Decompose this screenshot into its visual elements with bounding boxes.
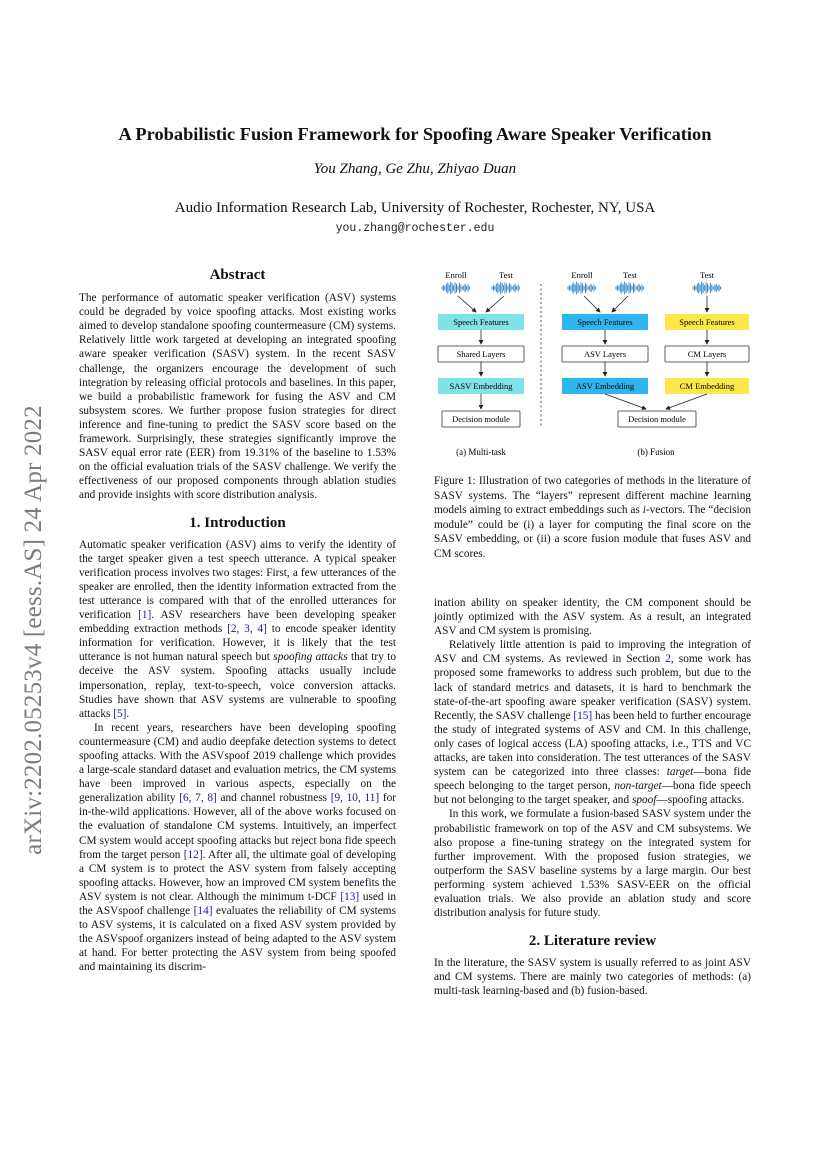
waveform-icon xyxy=(442,282,470,295)
literature-paragraph-1: In the literature, the SASV system is usually referred to as joint ASV and CM systems. There are mainly two categories of methods: (a) multi-task learning-based and (b) fusion-based. xyxy=(434,957,751,998)
paper-email: you.zhang@rochester.edu xyxy=(335,222,495,235)
waveform-icon xyxy=(492,282,520,295)
intro-paragraph-1: Automatic speaker verification (ASV) aims to verify the identity of the target speaker given a test speech utterance. A typical speaker verification process involves two stages: First, a few utterances of the speaker are enrolled, then the identity information extracted from the test utterance is compared with that of the enrolled utterances for verification [1]. ASV researchers have been developing speaker embedding extraction methods [2, 3, 4] to encode speaker identity information for verification. However, it is likely that the test utterance is not human natural speech but spoofing attacks that try to deceive the ASV system. Spoofing attacks usually include impersonation, replay, text-to-speech, voice conversion attacks. Studies have shown that ASV systems are vulnerable to spoofing attacks [5]. xyxy=(79,538,397,720)
right-column xyxy=(434,596,751,999)
paper-title: A Probabilistic Fusion Framework for Spoofing Aware Speaker Verification xyxy=(118,124,712,144)
literature-heading: 2. Literature review xyxy=(528,933,657,950)
label-enroll-a: Enroll xyxy=(445,270,467,280)
figure-1 xyxy=(434,266,760,466)
caption-a: (a) Multi-task xyxy=(456,447,506,457)
text-asv-embedding: ASV Embedding xyxy=(575,381,635,391)
arxiv-sidebar xyxy=(14,350,54,910)
figure-1-diagram xyxy=(434,266,760,466)
text-speech-features-a: Speech Features xyxy=(453,317,509,327)
waveform-icon xyxy=(568,282,596,295)
left-column xyxy=(79,268,396,975)
text-cm-embedding: CM Embedding xyxy=(679,381,735,391)
text-decision-module-a: Decision module xyxy=(452,414,510,424)
text-shared-layers: Shared Layers xyxy=(456,349,506,359)
arxiv-id: arXiv:2202.05253v4 [eess.AS] 24 Apr 2022 xyxy=(20,405,47,855)
introduction-heading: 1. Introduction xyxy=(189,514,286,531)
text-decision-module-b: Decision module xyxy=(628,414,686,424)
figure-1-caption: Figure 1: Illustration of two categories of methods in the literature of SASV systems. The “layers” represent different machine learning models aiming to extract embeddings such as i-vectors. The “decision module” could be (i) a layer for computing the final score on the SASV embedding, or (ii) a score fusion module that fuses ASV and CM scores. xyxy=(434,475,751,560)
paper-affiliation: Audio Information Research Lab, University of Rochester, Rochester, NY, USA xyxy=(174,200,656,216)
label-test-c: Test xyxy=(699,270,715,280)
paper-authors: You Zhang, Ge Zhu, Zhiyao Duan xyxy=(313,161,517,177)
text-sasv-embedding: SASV Embedding xyxy=(449,381,513,391)
caption-b: (b) Fusion xyxy=(637,447,675,457)
abstract-heading: Abstract xyxy=(209,267,266,283)
text-speech-features-c: Speech Features xyxy=(679,317,735,327)
abstract-text: The performance of automatic speaker verification (ASV) systems could be degraded by voice spoofing attacks. Most existing works aimed to develop standalone spoofing countermeasure (CM) systems. Relatively little work targeted at developing an integrated spoofing aware speaker verification (SASV) system. In the recent SASV challenge, the organizers encourage the development of such integration by releasing official protocols and baselines. In this paper, we build a probabilistic framework for fusing the ASV and CM subsystem scores. We further propose fusion strategies for direct inference and fine-tuning to predict the SASV score based on the framework. Surprisingly, these strategies significantly improve the SASV equal error rate (EER) from 19.31% of the baseline to 1.53% on the official evaluation trials of the SASV challenge. We verify the effectiveness of our proposed components through ablation studies and provide insights with score distribution analysis. xyxy=(79,292,396,502)
text-asv-layers: ASV Layers xyxy=(583,349,627,359)
waveform-icon xyxy=(616,282,644,295)
intro-paragraph-4: Relatively little attention is paid to improving the integration of ASV and CM systems. As reviewed in Section 2, some work has proposed some frameworks to address such problem, but due to the lack of standard metrics and datasets, it is hard to benchmark the state-of-the-art spoofing aware speaker verification (SASV) system. Recently, the SASV challenge [15] has been held to further encourage the study of integrated systems of ASV and CM. In this challenge, only cases of logical access (LA) spoofing attacks, i.e., TTS and VC attacks, are taken into consideration. The test utterances of the SASV system can be categorized into three classes: target—bona fide speech belonging to the target person, non-target—bona fide speech but not belonging to the target speaker, and spoof—spoofing attacks. xyxy=(434,639,752,807)
intro-paragraph-3: ination ability on speaker identity, the CM component should be jointly optimized with the ASV system. As a result, an integrated ASV and CM system is promising. xyxy=(434,597,751,638)
label-test-b: Test xyxy=(622,270,638,280)
label-enroll-b: Enroll xyxy=(571,270,593,280)
label-test-a: Test xyxy=(498,270,514,280)
text-speech-features-b: Speech Features xyxy=(577,317,633,327)
intro-paragraph-5: In this work, we formulate a fusion-based SASV system under the probabilistic framework on top of the ASV and CM subsystems. We also propose a fine-tuning strategy on the integrated system for further improvement. With the proposed fusion strategies, we outperform the SASV baseline systems by a large margin. Our best performing system achieved 1.53% SASV-EER on the official evaluation trials. We also provide an ablation study and score distribution analysis for future study. xyxy=(434,808,751,920)
waveform-icon xyxy=(693,282,721,295)
text-cm-layers: CM Layers xyxy=(687,349,727,359)
intro-paragraph-2: In recent years, researchers have been developing spoofing countermeasure (CM) and audio deepfake detection systems to detect spoofing attacks. With the ASVspoof 2019 challenge which provides a large-scale standard dataset and evaluation metrics, the CM systems have been improved in various aspects, especially on the generalization ability [6, 7, 8] and channel robustness [9, 10, 11] for in-the-wild applications. However, all of the above works focused on the evaluation of standalone CM systems. Intuitively, an imperfect CM system would accept spoofing attacks but reject bona fide speech from the target person [12]. After all, the ultimate goal of developing a CM system is to protect the ASV system from falsely accepting spoofing attacks. However, how an improved CM system benefits the ASV system is not clear. Although the minimum t-DCF [13] used in the ASVspoof challenge [14] evaluates the reliability of CM systems to ASV systems, it is calculated on a fixed ASV system provided by the ASVspoof organizers instead of being adapted to the ASV system at hand. For better protecting the ASV system from being spoofed and maintaining its discrim- xyxy=(79,721,397,974)
